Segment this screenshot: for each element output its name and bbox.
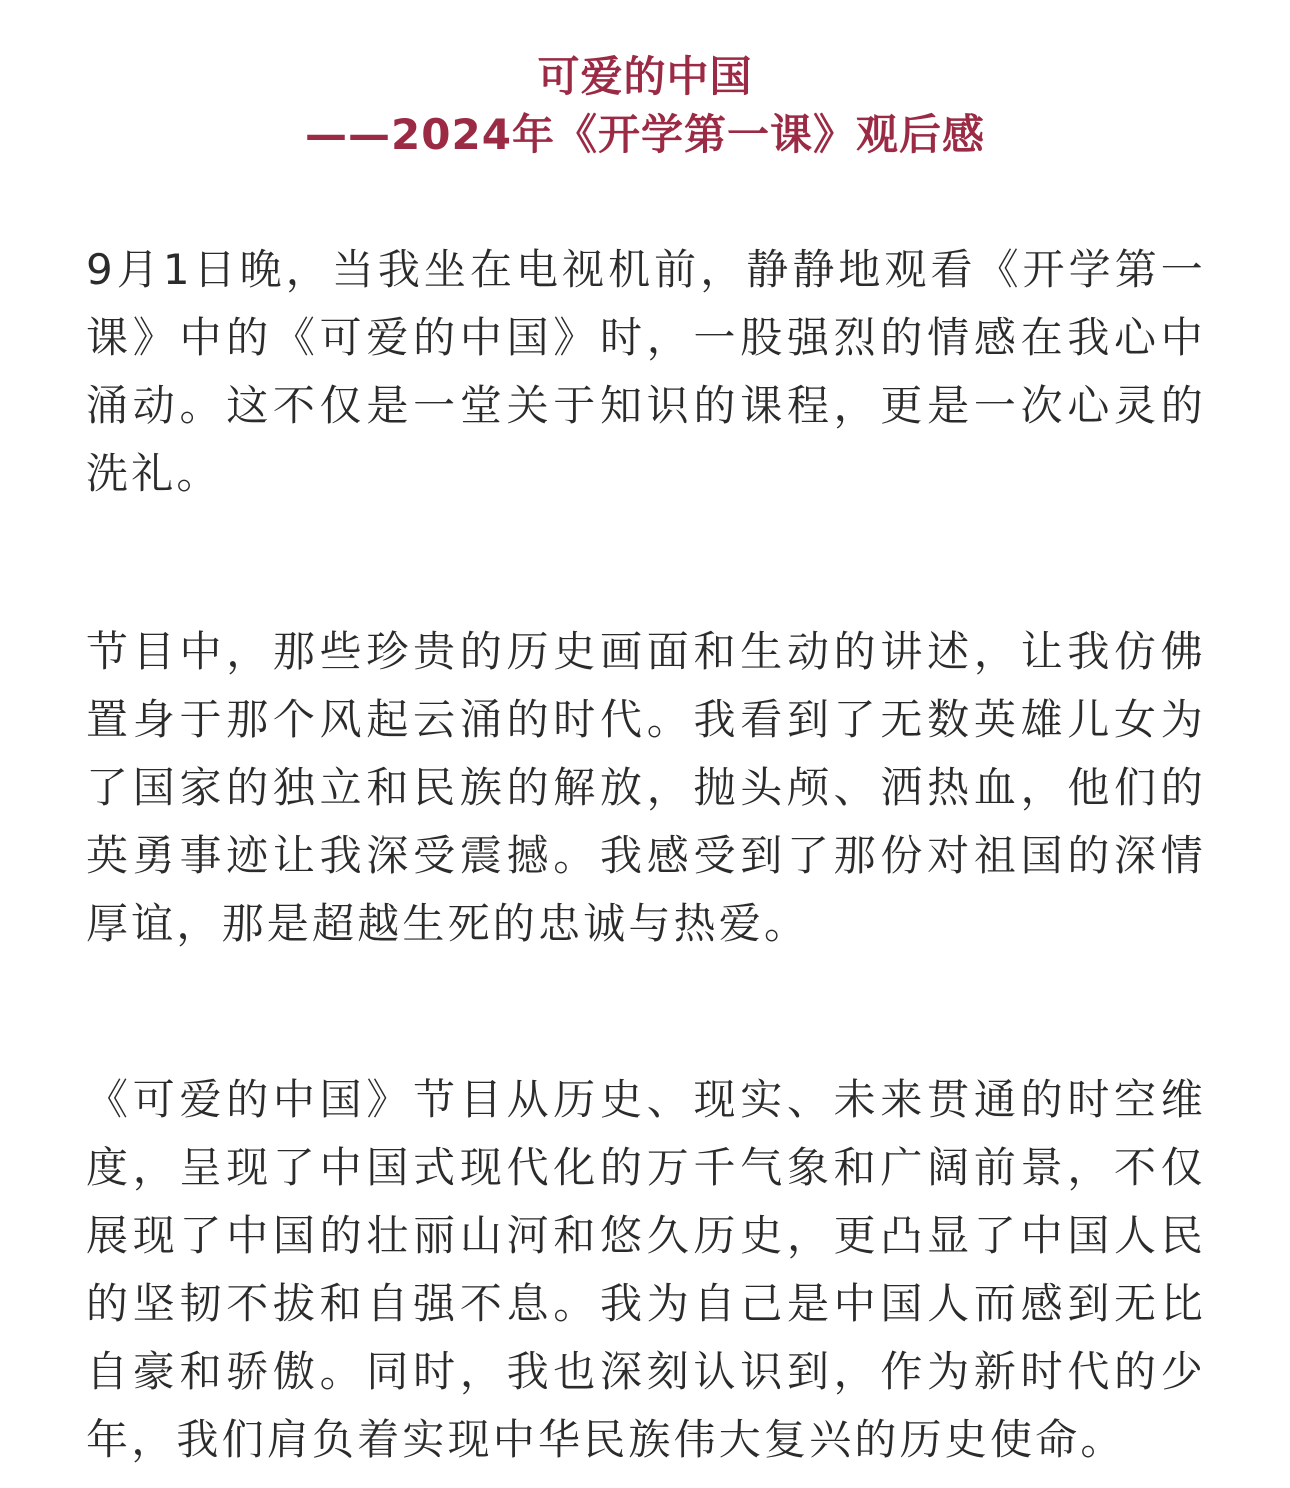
article-body — [86, 236, 1206, 1474]
article-subtitle: ——2024年《开学第一课》观后感 — [305, 110, 985, 159]
paragraph-1: 9月1日晚，当我坐在电视机前，静静地观看《开学第一课》中的《可爱的中国》时，一股强烈的情感在我心中涌动。这不仅是一堂关于知识的课程，更是一次心灵的洗礼。 — [86, 245, 1206, 498]
article-title: 可爱的中国 — [537, 52, 753, 101]
paragraph-2: 节目中，那些珍贵的历史画面和生动的讲述，让我仿佛置身于那个风起云涌的时代。我看到了无数英雄儿女为了国家的独立和民族的解放，抛头颅、洒热血，他们的英勇事迹让我深受震撼。我感受到了那份对祖国的深情厚谊，那是超越生死的忠诚与热爱。 — [86, 627, 1206, 948]
paragraph-3: 《可爱的中国》节目从历史、现实、未来贯通的时空维度，呈现了中国式现代化的万千气象和广阔前景，不仅展现了中国的壮丽山河和悠久历史，更凸显了中国人民的坚韧不拔和自强不息。我为自己是中国人而感到无比自豪和骄傲。同时，我也深刻认识到，作为新时代的少年，我们肩负着实现中华民族伟大复兴的历史使命。 — [86, 1075, 1206, 1464]
title-block — [0, 48, 1290, 164]
